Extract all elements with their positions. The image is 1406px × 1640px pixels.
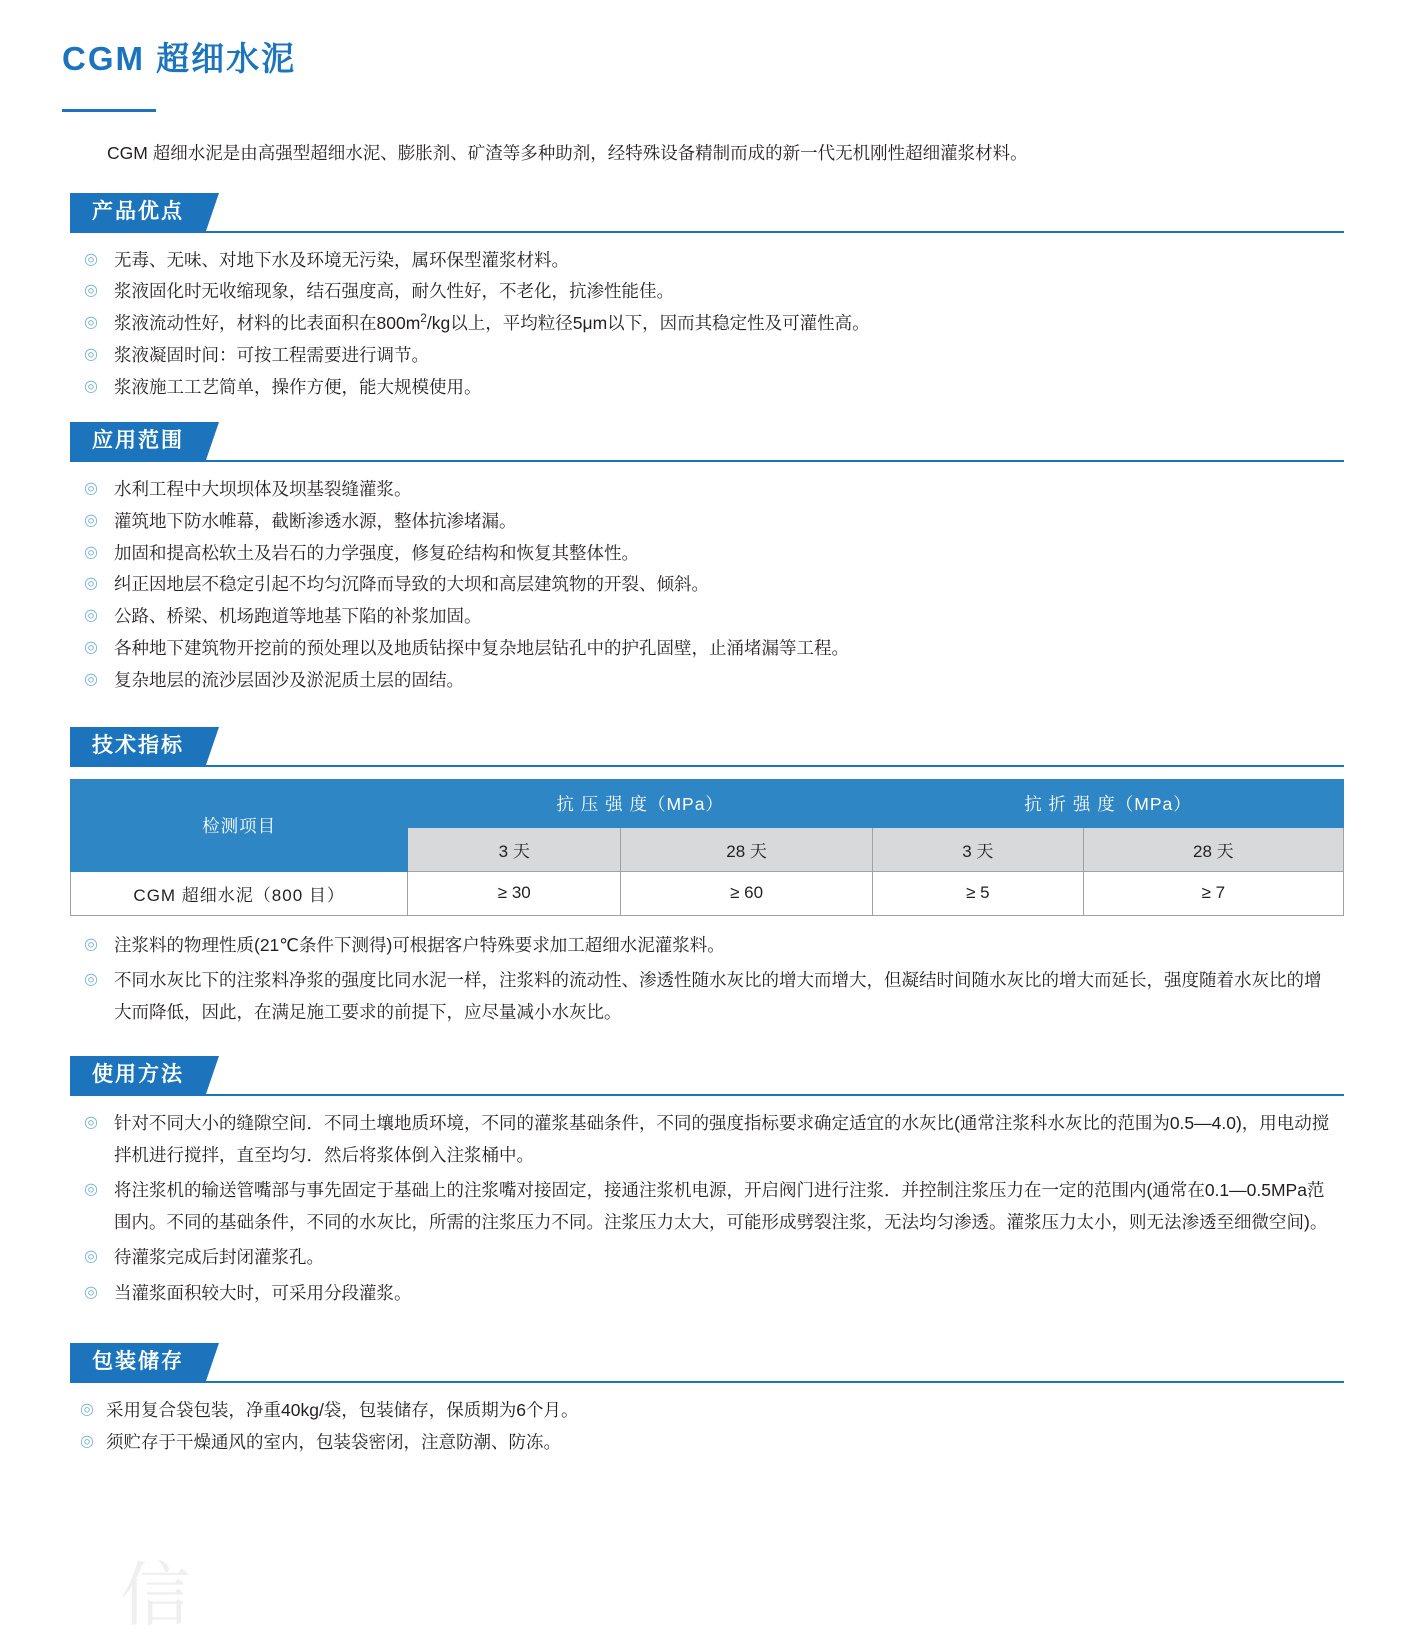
list-item-text: 浆液固化时无收缩现象，结石强度高，耐久性好，不老化，抗渗性能佳。: [114, 281, 674, 302]
table-cell-value: ≥ 7: [1083, 871, 1343, 915]
section-underline: [70, 231, 1344, 233]
table-header-flexural: 抗 折 强 度（MPa）: [872, 779, 1343, 827]
section-underline: [70, 765, 1344, 767]
note-paragraph: [80, 930, 1336, 962]
usage-text: 当灌浆面积较大时，可采用分段灌浆。: [114, 1282, 412, 1303]
packaging-list: [62, 1395, 1344, 1459]
list-item-text: 采用复合袋包装，净重40kg/袋，包装储存，保质期为6个月。: [106, 1400, 579, 1421]
section-header-packaging: [62, 1343, 1344, 1383]
list-item-text-suffix: /kg以上，平均粒径5μm以下，因而其稳定性及可灌性高。: [426, 313, 870, 334]
list-item-text: 纠正因地层不稳定引起不均匀沉降而导致的大坝和高层建筑物的开裂、倾斜。: [114, 574, 709, 595]
list-item: [80, 372, 1336, 404]
usage-paragraph: [80, 1242, 1336, 1274]
bullet-icon: ◎: [80, 1433, 94, 1451]
bullet-icon: ◎: [84, 378, 98, 395]
bullet-icon: ◎: [84, 971, 98, 989]
table-header-row: [71, 779, 1344, 827]
list-item-text: 公路、桥梁、机场跑道等地基下陷的补浆加固。: [114, 606, 482, 627]
bullet-icon: ◎: [84, 511, 98, 529]
list-item-text: 复杂地层的流沙层固沙及淤泥质土层的固结。: [114, 669, 464, 690]
table-header-item: 检测项目: [71, 779, 408, 871]
section-title-advantages: 产品优点: [70, 193, 206, 231]
bullet-icon: ◎: [84, 1181, 98, 1199]
list-item: [80, 569, 1336, 601]
list-item-text: 水利工程中大坝坝体及坝基裂缝灌浆。: [114, 478, 412, 499]
bullet-icon: ◎: [84, 282, 98, 300]
bullet-icon: ◎: [84, 1114, 98, 1132]
list-item-text-prefix: 浆液流动性好，材料的比表面积在800m: [114, 313, 421, 334]
document-page: [0, 22, 1406, 1635]
table-row: [71, 871, 1344, 915]
section-underline: [70, 1381, 1344, 1383]
bullet-icon: ◎: [84, 346, 98, 364]
list-item: [80, 245, 1336, 277]
bullet-icon: ◎: [80, 1401, 94, 1419]
table-cell-value: ≥ 30: [408, 871, 621, 915]
section-title-technical: 技术指标: [70, 727, 206, 765]
usage-text: 将注浆机的输送管嘴部与事先固定于基础上的注浆嘴对接固定，接通注浆机电源，开启阀门进行注浆．并控制注浆压力在一定的范围内(通常在0.1—0.5MPa范围内。不同的基础条件，不同的水灰比，所需的注浆压力不同。注浆压力太大，可能形成劈裂注浆，无法均匀渗透。灌浆压力太小，则无法渗透至细微空间)。: [114, 1180, 1328, 1232]
table-cell-product-name: CGM 超细水泥（800 目）: [71, 871, 408, 915]
bullet-icon: ◎: [84, 575, 98, 593]
table-subheader-cell: 3 天: [408, 827, 621, 871]
bullet-icon: ◎: [84, 314, 98, 332]
usage-text: 针对不同大小的缝隙空间．不同土壤地质环境，不同的灌浆基础条件，不同的强度指标要求确定适宜的水灰比(通常注浆科水灰比的范围为0.5—4.0)，用电动搅拌机进行搅拌，直至均匀．然后将浆体倒入注浆桶中。: [114, 1113, 1330, 1165]
list-item: [80, 308, 1336, 340]
section-header-usage: [62, 1056, 1344, 1096]
section-header-technical: [62, 727, 1344, 767]
usage-paragraph: [80, 1108, 1336, 1171]
list-item: [76, 1395, 1336, 1427]
table-subheader-cell: 28 天: [621, 827, 873, 871]
list-item: [80, 601, 1336, 633]
table-cell-value: ≥ 60: [621, 871, 873, 915]
list-item: [80, 506, 1336, 538]
technical-notes: [62, 930, 1344, 1029]
note-paragraph: [80, 965, 1336, 1028]
advantages-list: [62, 245, 1344, 404]
list-item: [80, 474, 1336, 506]
section-underline: [70, 460, 1344, 462]
page-title: CGM 超细水泥: [62, 40, 297, 78]
table-cell-value: ≥ 5: [872, 871, 1083, 915]
bullet-icon: ◎: [84, 1283, 98, 1301]
section-header-applications: [62, 422, 1344, 462]
note-text: 不同水灰比下的注浆料净浆的强度比同水泥一样，注浆料的流动性、渗透性随水灰比的增大而增大，但凝结时间随水灰比的增大而延长，强度随着水灰比的增大而降低，因此，在满足施工要求的前提下，应尽量减小水灰比。: [114, 970, 1322, 1022]
bullet-icon: ◎: [84, 250, 98, 268]
list-item-text: 灌筑地下防水帷幕，截断渗透水源，整体抗渗堵漏。: [114, 510, 517, 531]
bullet-icon: ◎: [84, 639, 98, 657]
bullet-icon: ◎: [84, 607, 98, 625]
section-underline: [70, 1094, 1344, 1096]
list-item: [80, 665, 1336, 697]
list-item: [80, 276, 1336, 308]
list-item-text: 无毒、无味、对地下水及环境无污染，属环保型灌浆材料。: [114, 249, 569, 270]
usage-paragraph: [80, 1278, 1336, 1310]
table-subheader-cell: 28 天: [1083, 827, 1343, 871]
bullet-icon: ◎: [84, 670, 98, 688]
applications-list: [62, 474, 1344, 697]
list-item-text: 浆液凝固时间：可按工程需要进行调节。: [114, 345, 429, 366]
list-item: [80, 538, 1336, 570]
superscript-exponent: 2: [420, 311, 427, 326]
section-title-applications: 应用范围: [70, 422, 206, 460]
usage-text: 待灌浆完成后封闭灌浆孔。: [114, 1247, 324, 1268]
technical-spec-table: [70, 779, 1344, 916]
note-text: 注浆料的物理性质(21℃条件下测得)可根据客户特殊要求加工超细水泥灌浆料。: [114, 934, 725, 955]
watermark-decoration: 信: [120, 1556, 190, 1635]
bullet-icon: ◎: [84, 935, 98, 953]
list-item: [80, 633, 1336, 665]
usage-paragraph: [80, 1175, 1336, 1238]
intro-paragraph: CGM 超细水泥是由高强型超细水泥、膨胀剂、矿渣等多种助剂，经特殊设备精制而成的新一代无机刚性超细灌浆材料。: [107, 143, 1028, 163]
bullet-icon: ◎: [84, 543, 98, 561]
list-item-text: 须贮存于干燥通风的室内，包装袋密闭，注意防潮、防冻。: [106, 1432, 561, 1453]
table-header-compressive: 抗 压 强 度（MPa）: [408, 779, 873, 827]
bottom-spacer: [62, 1469, 1344, 1509]
list-item: [76, 1427, 1336, 1459]
bullet-icon: ◎: [84, 479, 98, 497]
list-item-text: 加固和提高松软土及岩石的力学强度，修复砼结构和恢复其整体性。: [114, 542, 639, 563]
bullet-icon: ◎: [84, 1248, 98, 1266]
list-item: [80, 340, 1336, 372]
table-subheader-cell: 3 天: [872, 827, 1083, 871]
list-item-text: 各种地下建筑物开挖前的预处理以及地质钻探中复杂地层钻孔中的护孔固壁，止涌堵漏等工程。: [114, 638, 849, 659]
list-item-text: 浆液施工工艺简单，操作方便，能大规模使用。: [114, 377, 482, 397]
section-title-usage: 使用方法: [70, 1056, 206, 1094]
title-divider: [62, 109, 156, 112]
section-title-packaging: 包装储存: [70, 1343, 206, 1381]
usage-list: [62, 1108, 1344, 1309]
section-header-advantages: [62, 193, 1344, 233]
